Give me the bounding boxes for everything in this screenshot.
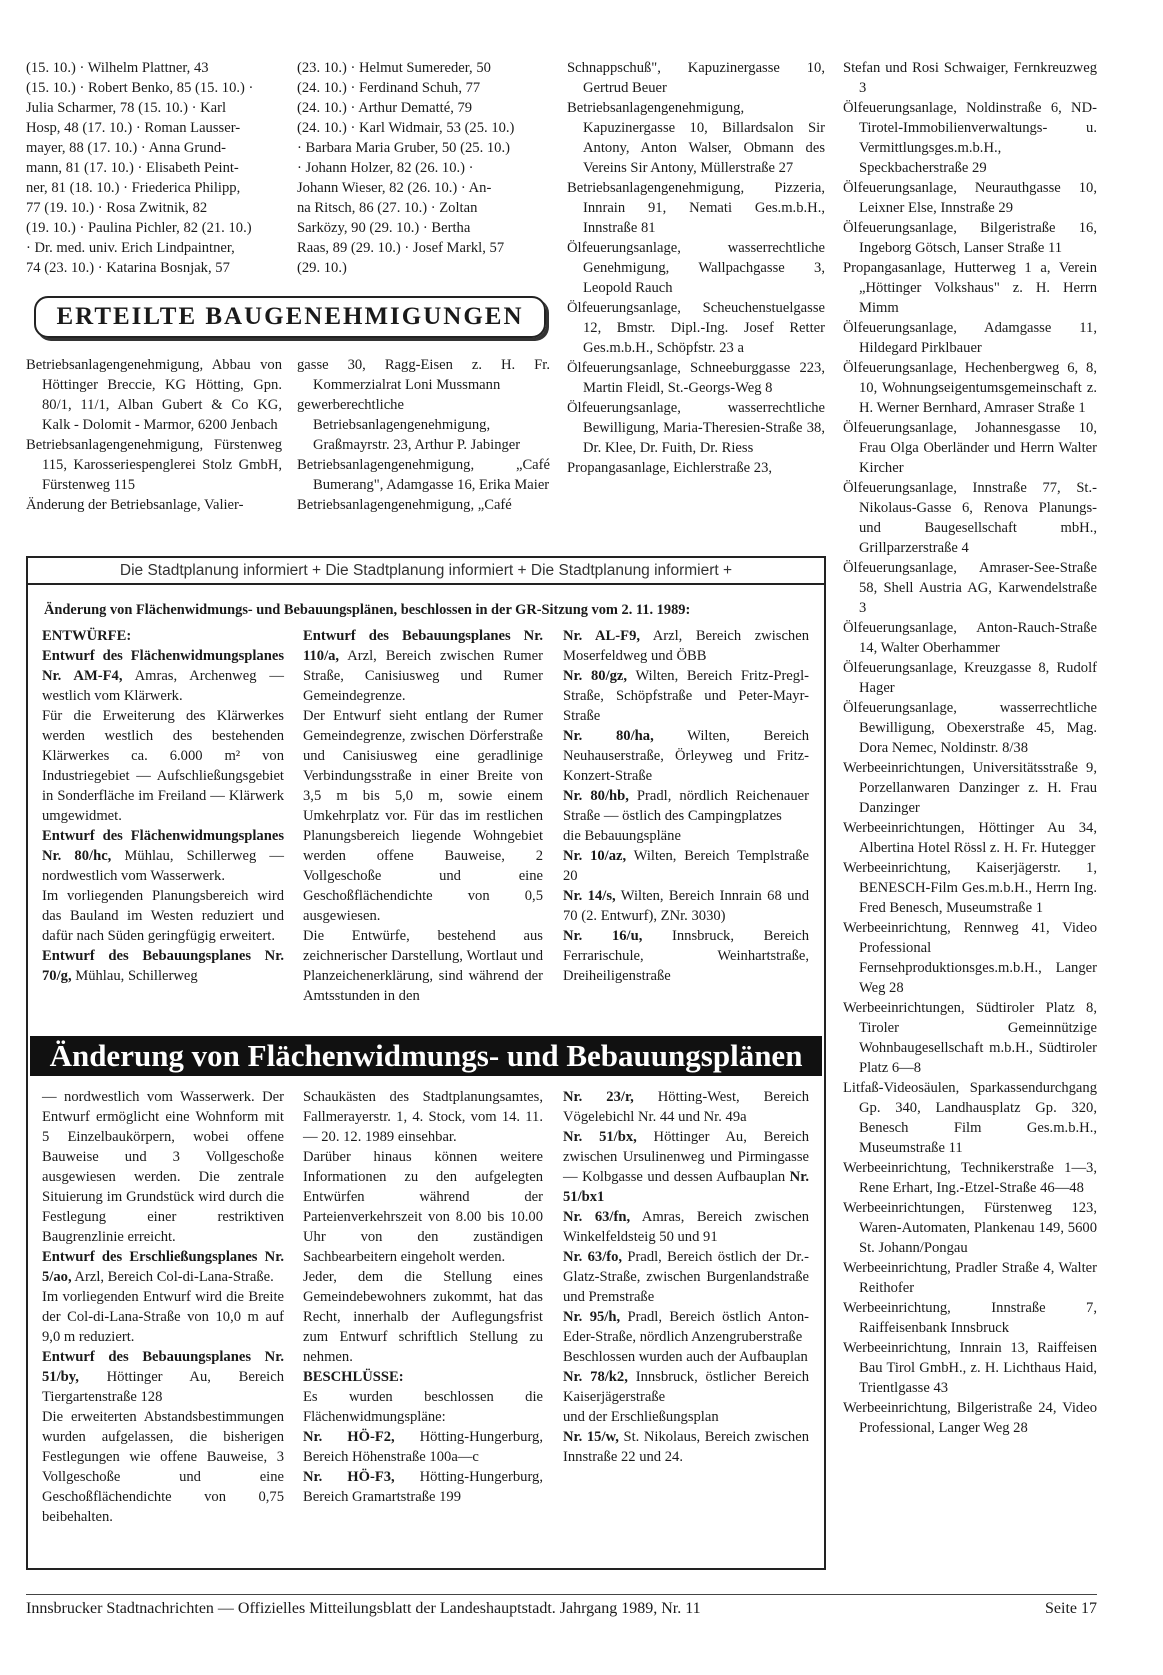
permit-entry: Stefan und Rosi Schwaiger, Fernkreuzweg 3 [843,60,1097,96]
plan-80-hc: Entwurf des Flächenwidmungsplanes Nr. 80/hc, [42,828,284,864]
plan-text: St. Nikolaus, Bereich zwischen Innstraße 22 und 24. [563,1429,809,1465]
plan-text: Hötting-Hungerburg, Bereich Gramartstraße 199 [303,1469,543,1505]
plan-63-fn: Nr. 63/fn, [563,1209,631,1225]
obituary-line: Hosp, 48 (17. 10.) · Roman Lausser- [26,120,241,136]
amendment-headline: Änderung von Flächenwidmungs- und Bebauungsplänen, beschlossen in der GR-Sitzung vom 2. 11. 1989: [44,602,691,618]
obituary-line: Johann Wieser, 82 (26. 10.) · An- [297,180,492,196]
plan-text: Höttinger Au, Bereich Tiergartenstraße 128 [42,1369,284,1405]
permit-entry: Ölfeuerungsanlage, Anton-Rauch-Straße 14, Walter Oberhammer [843,620,1097,656]
plan-text: Arzl, Bereich zwischen Moserfeldweg und ÖBB [563,628,809,664]
permit-entry: Ölfeuerungsanlage, Hechenbergweg 6, 8, 10, Wohnungseigentumsgemeinschaft z. H. Werner Bernhard, Amraser Straße 1 [843,360,1097,416]
plan-al-f9: Nr. AL-F9, [563,628,641,644]
lower-column-2 [303,1087,543,1507]
plan-text: Pradl, nördlich Reichenauer Straße — östlich des Campingplatzes [563,788,809,824]
plan-51-by: Entwurf des Bebauungsplanes Nr. 51/by, [42,1349,284,1385]
permit-entry: Betriebsanlagengenehmigung, Pizzeria, Innrain 91, Nemati Ges.m.b.H., Innstraße 81 [567,180,825,236]
obituary-line: (24. 10.) · Arthur Dematté, 79 [297,100,473,116]
entwuerfe-heading: ENTWÜRFE: [42,628,132,644]
permit-entry: Ölfeuerungsanlage, Neurauthgasse 10, Leixner Else, Innstraße 29 [843,180,1097,216]
plan-am-f4: Entwurf des Flächenwidmungsplanes Nr. AM-F4, [42,648,284,684]
paragraph: Die Entwürfe, bestehend aus zeichnerischer Darstellung, Wortlaut und Planzeichenerklärung, sind während der Amtsstunden in den [303,928,543,1004]
big-amendment-banner: Änderung von Flächenwidmungs- und Bebauungsplänen [30,1036,822,1076]
plan-78-k2: Nr. 78/k2, [563,1369,628,1385]
plan-80-hb: Nr. 80/hb, [563,788,629,804]
permit-entry: Ölfeuerungsanlage, Bilgeristraße 16, Ingeborg Götsch, Lanser Straße 11 [843,220,1097,256]
plan-text: Wilten, Bereich Innrain 68 und 70 (2. Entwurf), ZNr. 3030) [563,888,809,924]
plan-text: Amras, Archenweg — westlich vom Klärwerk. [42,668,284,704]
plan-text: Arzl, Bereich Col-di-Lana-Straße. [71,1269,274,1285]
footer-title: Innsbrucker Stadtnachrichten — Offizielles Mitteilungsblatt der Landeshauptstadt. Jahrgang 1989, Nr. 11 [26,1600,701,1617]
plan-text: Mühlau, Schillerweg [71,968,198,984]
obituary-line: · Dr. med. univ. Erich Lindpaintner, [26,240,235,256]
footer-rule [26,1594,1097,1595]
baugen-column-1 [26,355,282,515]
obituary-line: (29. 10.) [297,260,347,276]
permit-entry: Ölfeuerungsanlage, Johannesgasse 10, Frau Olga Oberländer und Herrn Walter Kircher [843,420,1097,476]
permit-entry: Ölfeuerungsanlage, wasserrechtliche Bewilligung, Obexerstraße 45, Mag. Dora Nemec, Noldinstr. 8/38 [843,700,1097,756]
plan-text: Hötting-West, Bereich Vögelebichl Nr. 44 und Nr. 49a [563,1089,809,1125]
plan-text: Wilten, Bereich Templstraße 20 [563,848,810,884]
baugenehmigungen-title: ERTEILTE BAUGENEHMIGUNGEN [34,296,546,338]
permit-entry: Ölfeuerungsanlage, Amraser-See-Straße 58, Shell Austria AG, Karwendelstraße 3 [843,560,1097,616]
permit-entry: Betriebsanlagengenehmigung, „Café [297,497,512,513]
obituary-line: ner, 81 (18. 10.) · Friederica Philipp, [26,180,241,196]
plan-5-ao: Entwurf des Erschließungsplanes Nr. 5/ao, [42,1249,284,1285]
plan-15-w: Nr. 15/w, [563,1429,619,1445]
upper-column-3 [563,626,809,986]
paragraph: — nordwestlich vom Wasserwerk. Der Entwurf ermöglicht eine Wohnform mit 5 Einzelbaukörpern, wobei offene Bauweise und 3 Vollgeschoße ausgewiesen werden. Die zentrale Situierung im Grundstück wird durch die Festlegung einer restriktiven Baugrenzlinie erreicht. [42,1089,284,1245]
plan-80-ha: Nr. 80/ha, [563,728,654,744]
permit-entry: Propangasanlage, Eichlerstraße 23, [567,460,773,476]
paragraph: Es wurden beschlossen die Flächenwidmungspläne: [303,1389,543,1425]
beschluesse-heading: BESCHLÜSSE: [303,1369,404,1385]
permit-entry: Betriebsanlagengenehmigung, Fürstenweg 115, Karosseriespenglerei Stolz GmbH, Fürstenweg 115 [26,437,282,493]
permit-entry: Werbeeinrichtungen, Fürstenweg 123, Waren-Automaten, Plankenau 149, 5600 St. Johann/Pongau [843,1200,1097,1256]
permit-entry: Werbeeinrichtungen, Universitätsstraße 9, Porzellanwaren Danzinger z. H. Frau Danzinger [843,760,1097,816]
plan-hoe-f3: Nr. HÖ-F3, [303,1469,395,1485]
obituary-line: (19. 10.) · Paulina Pichler, 82 (21. 10.) [26,220,252,236]
obituary-line: na Ritsch, 86 (27. 10.) · Zoltan [297,200,478,216]
permit-entry: Ölfeuerungsanlage, Scheuchenstuelgasse 12, Bmstr. Dipl.-Ing. Josef Retter Ges.m.b.H., Schöpfstr. 23 a [567,300,825,356]
permit-entry: Betriebsanlagengenehmigung, Abbau von Höttinger Breccie, KG Hötting, Gpn. 80/1, 11/1, Alban Gubert & Co KG, Kalk - Dolomit - Marmor, 6200 Jenbach [26,357,282,433]
page-number: Seite 17 [1045,1600,1097,1617]
stadtplanung-banner: Die Stadtplanung informiert + Die Stadtplanung informiert + Die Stadtplanung informiert + [28,558,824,585]
obituary-line: mann, 81 (17. 10.) · Elisabeth Peint- [26,160,239,176]
permit-entry: Werbeeinrichtung, Pradler Straße 4, Walter Reithofer [843,1260,1097,1296]
plan-10-az: Nr. 10/az, [563,848,627,864]
permit-entry: Werbeeinrichtung, Innrain 13, Raiffeisen Bau Tirol GmbH., z. H. Lichthaus Haid, Trientlgasse 43 [843,1340,1097,1396]
permit-entry: gasse 30, Ragg-Eisen z. H. Fr. Kommerzialrat Loni Mussmann [297,357,550,393]
baugen-column-2 [297,355,550,515]
obituary-line: (15. 10.) · Robert Benko, 85 (15. 10.) · [26,80,254,96]
paragraph: und der Erschließungsplan [563,1409,719,1425]
permit-entry: Werbeeinrichtung, Innstraße 7, Raiffeisenbank Innsbruck [843,1300,1097,1336]
obituary-line: (24. 10.) · Ferdinand Schuh, 77 [297,80,481,96]
permit-entry: Werbeeinrichtungen, Südtiroler Platz 8, Tiroler Gemeinnützige Wohnbaugesellschaft m.b.H., Südtiroler Platz 6—8 [843,1000,1097,1076]
lower-column-3 [563,1087,809,1467]
permit-entry: Werbeeinrichtungen, Höttinger Au 34, Albertina Hotel Rössl z. H. Fr. Hutegger [843,820,1097,856]
permit-entry: Litfaß-Videosäulen, Sparkassendurchgang Gp. 340, Landhausplatz Gp. 320, Benesch Film Ges.m.b.H., Museumstraße 11 [843,1080,1097,1156]
plan-23-r: Nr. 23/r, [563,1089,634,1105]
plan-110-a: Entwurf des Bebauungsplanes Nr. 110/a, [303,628,543,664]
lower-column-1 [42,1087,284,1527]
plan-95-h: Nr. 95/h, [563,1309,621,1325]
plan-text: Arzl, Bereich zwischen Rumer Straße, Canisiusweg und Rumer Gemeindegrenze. [303,648,543,704]
plan-hoe-f2: Nr. HÖ-F2, [303,1429,395,1445]
plan-text: Pradl, Bereich östlich der Dr.-Glatz-Straße, zwischen Burgenlandstraße und Premstraße [563,1249,809,1305]
paragraph: Schaukästen des Stadtplanungsamtes, Fallmerayerstr. 1, 4. Stock, vom 14. 11. — 20. 12. 1989 einsehbar. [303,1089,543,1145]
plan-51-bx1: Nr. 51/bx1 [563,1169,809,1205]
permit-entry: Werbeeinrichtung, Bilgeristraße 24, Video Professional, Langer Weg 28 [843,1400,1097,1436]
permit-entry: gewerberechtliche Betriebsanlagengenehmigung, Graßmayrstr. 23, Arthur P. Jabinger [297,397,521,453]
obituary-line: Julia Scharmer, 78 (15. 10.) · Karl [26,100,227,116]
permit-entry: Schnappschuß", Kapuzinergasse 10, Gertrud Beuer [567,60,825,96]
paragraph: Der Entwurf sieht entlang der Rumer Gemeindegrenze, zwischen Dörferstraße und Canisiusweg eine geradlinige Verbindungsstraße in einer Breite von 3,5 m bis 5,0 m, sowie einem Umkehrplatz vor. Für das im restlichen Planungsbereich liegende Wohngebiet werden offene Bauweise, 2 Vollgeschoße und eine Geschoßflächendichte von 0,5 ausgewiesen. [303,708,543,924]
plan-14-s: Nr. 14/s, [563,888,616,904]
permit-entry: Propangasanlage, Hutterweg 1 a, Verein „Höttinger Volkshaus" z. H. Herrn Mimm [843,260,1097,316]
permit-entry: Betriebsanlagengenehmigung, Kapuzinergasse 10, Billardsalon Sir Antony, Anton Walser, Obmann des Vereins Sir Antony, Müllerstraße 27 [567,100,825,176]
permit-entry: Ölfeuerungsanlage, Kreuzgasse 8, Rudolf Hager [843,660,1097,696]
permit-entry: Ölfeuerungsanlage, Noldinstraße 6, ND-Tirotel-Immobilienverwaltungs- u. Vermittlungsges.m.b.H., Speckbacherstraße 29 [843,100,1097,176]
upper-column-1 [42,626,284,986]
obituary-line: · Johann Holzer, 82 (26. 10.) · [297,160,474,176]
obituary-line: (15. 10.) · Wilhelm Plattner, 43 [26,60,209,76]
permit-entry: Ölfeuerungsanlage, Schneeburggasse 223, Martin Fleidl, St.-Georgs-Weg 8 [567,360,825,396]
plan-text: Mühlau, Schillerweg — nordwestlich vom Wasserwerk. [42,848,284,884]
plan-text: Innsbruck, Bereich Ferrarischule, Weinhartstraße, Dreiheiligenstraße [563,928,810,984]
permit-entry: Werbeeinrichtung, Rennweg 41, Video Professional Fernsehproduktionsges.m.b.H., Langer Weg 28 [843,920,1097,996]
plan-text: Hötting-Hungerburg, Bereich Höhenstraße 100a—c [303,1429,543,1465]
paragraph: Im vorliegenden Planungsbereich wird das Bauland im Westen reduziert und dafür nach Süden geringfügig erweitert. [42,888,284,944]
baugen-column-3 [567,58,825,478]
obituary-line: 74 (23. 10.) · Katarina Bosnjak, 57 [26,260,230,276]
obituary-line: Sarközy, 90 (29. 10.) · Bertha [297,220,471,236]
obituary-line: mayer, 88 (17. 10.) · Anna Grund- [26,140,227,156]
plan-63-fo: Nr. 63/fo, [563,1249,623,1265]
permit-entry: Ölfeuerungsanlage, wasserrechtliche Bewilligung, Maria-Theresien-Straße 38, Dr. Klee, Dr. Fuith, Dr. Riess [567,400,825,456]
obituary-line: (24. 10.) · Karl Widmair, 53 (25. 10.) [297,120,515,136]
obituary-line: (23. 10.) · Helmut Sumereder, 50 [297,60,491,76]
permit-entry: Ölfeuerungsanlage, Innstraße 77, St.-Nikolaus-Gasse 6, Renova Planungs- und Baugesellschaft mbH., Grillparzerstraße 4 [843,480,1097,556]
plan-text: Innsbruck, östlicher Bereich Kaiserjägerstraße [563,1369,809,1405]
obituary-line: · Barbara Maria Gruber, 50 (25. 10.) [297,140,510,156]
plan-16-u: Nr. 16/u, [563,928,643,944]
obituary-line: Raas, 89 (29. 10.) · Josef Markl, 57 [297,240,505,256]
paragraph: Darüber hinaus können weitere Informationen zu den aufgelegten Entwürfen während der Parteienverkehrszeit von 8.00 bis 10.00 Uhr von den zuständigen Sachbearbeitern eingeholt werden. [303,1149,543,1265]
paragraph: Im vorliegenden Entwurf wird die Breite der Col-di-Lana-Straße von 10,0 m auf 9,0 m reduziert. [42,1289,284,1345]
plan-80-gz: Nr. 80/gz, [563,668,628,684]
permit-entry: Ölfeuerungsanlage, wasserrechtliche Genehmigung, Wallpachgasse 3, Leopold Rauch [567,240,825,296]
plan-text: Wilten, Bereich Neuhauserstraße, Örleyweg und Fritz-Konzert-Straße [563,728,810,784]
plan-text: Wilten, Bereich Fritz-Pregl-Straße, Schöpfstraße und Peter-Mayr-Straße [563,668,809,724]
obituary-column-1 [26,58,282,278]
plan-text: Pradl, Bereich östlich Anton-Eder-Straße, nördlich Anzengruberstraße [563,1309,809,1345]
obituary-line: 77 (19. 10.) · Rosa Zwitnik, 82 [26,200,208,216]
obituary-column-2 [297,58,550,278]
plan-70-g: Entwurf des Bebauungsplanes Nr. 70/g, [42,948,284,984]
upper-column-2 [303,626,543,1006]
paragraph: die Bebauungspläne [563,828,681,844]
baugen-column-4 [843,58,1097,1438]
paragraph: Jeder, dem die Stellung eines Gemeindebewohners zukommt, hat das Recht, innerhalb der Auflegungsfrist zum Entwurf schriftlich Stellung zu nehmen. [303,1269,543,1365]
permit-entry: Ölfeuerungsanlage, Adamgasse 11, Hildegard Pirklbauer [843,320,1097,356]
paragraph: Für die Erweiterung des Klärwerkes werden westlich des bestehenden Klärwerkes ca. 6.000 m² von Industriegebiet — Aufschließungsgebiet in Sonderfläche im Freiland — Klärwerk umgewidmet. [42,708,284,824]
paragraph: Beschlossen wurden auch der Aufbauplan [563,1349,808,1365]
paragraph: Die erweiterten Abstandsbestimmungen wurden aufgelassen, die bisherigen Festlegungen wie offene Bauweise, 3 Vollgeschoße und eine Geschoßflächendichte von 0,75 beibehalten. [42,1409,284,1525]
plan-51-bx: Nr. 51/bx, [563,1129,637,1145]
permit-entry: Werbeeinrichtung, Kaiserjägerstr. 1, BENESCH-Film Ges.m.b.H., Herrn Ing. Fred Benesch, Museumstraße 1 [843,860,1097,916]
plan-text: Amras, Bereich zwischen Winkelfeldsteig 50 und 91 [563,1209,809,1245]
permit-entry: Werbeeinrichtung, Technikerstraße 1—3, Rene Erhart, Ing.-Etzel-Straße 46—48 [843,1160,1097,1196]
permit-entry: Änderung der Betriebsanlage, Valier- [26,497,244,513]
plan-text: Höttinger Au, Bereich zwischen Ursulinenweg und Pirmingasse — Kolbgasse und dessen Aufbauplan [563,1129,809,1185]
permit-entry: Betriebsanlagengenehmigung, „Café Bumerang", Adamgasse 16, Erika Maier [297,457,550,493]
